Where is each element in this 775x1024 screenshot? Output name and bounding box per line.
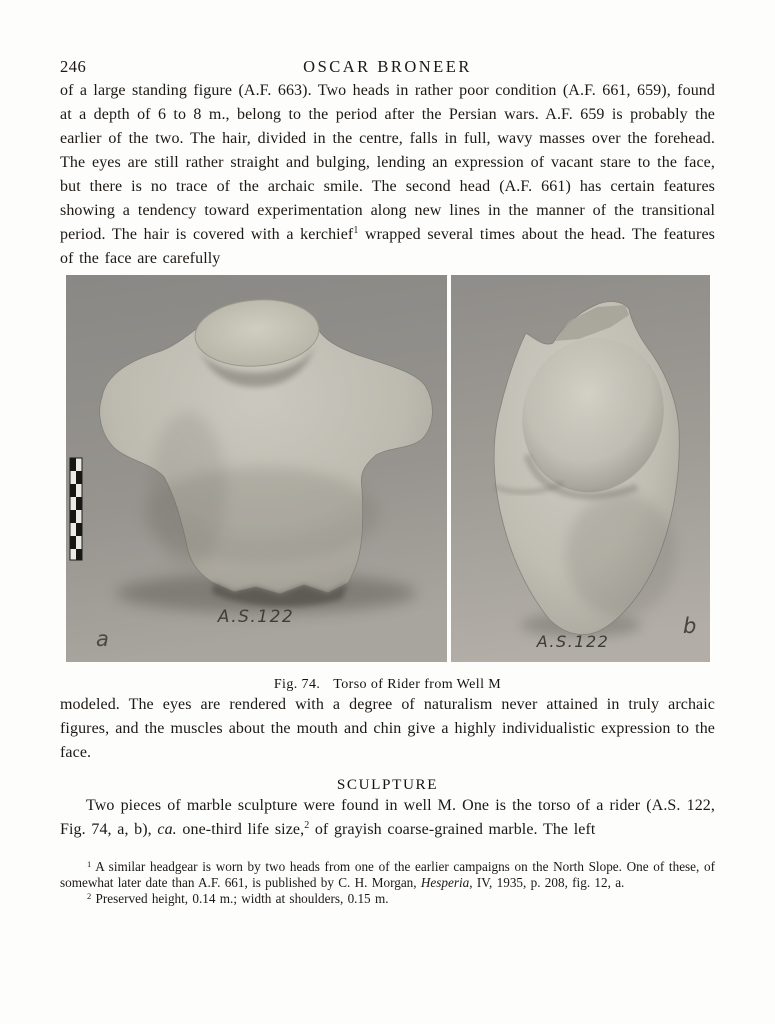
side-shading	[150, 412, 226, 568]
figure-74	[66, 275, 710, 693]
scale-bar	[70, 458, 82, 560]
footnote-2	[60, 891, 715, 907]
footnotes-block	[60, 859, 715, 907]
photo-b-torso-side	[451, 275, 710, 662]
body-paragraph-3	[60, 794, 715, 842]
lower-shading	[566, 493, 676, 617]
footnote-1-marker: 1	[87, 859, 92, 869]
paragraph-text: of a large standing figure (A.F. 663). Two heads in rather poor condition (A.F. 661, 659), found at a depth of 6 to 8 m., belong to the period after the Persian wars. A.F. 659 is probably the earlier of the two. The hair, divided in the centre, falls in full, wavy masses over the forehead. The eyes are still rather straight and bulging, lending an expression of vacant stare to the face, but there is no trace of the archaic smile. The second head (A.F. 661) has certain features showing a tendency toward experimentation along new lines in the manner of the transitional period. The hair is covered with a kerchief	[60, 82, 715, 243]
paragraph-text: wrapped several times about the head. The features of the face are carefully	[60, 226, 715, 267]
footnote-text: A similar headgear is worn by two heads from one of the earlier campaigns on the North Slope. One of these, of somewhat later date than A.F. 661, is published by C. H. Morgan,	[60, 859, 715, 890]
inventory-label-b: A.S.122	[536, 632, 609, 651]
page-header	[60, 57, 715, 79]
running-head: OSCAR BRONEER	[303, 57, 472, 76]
footnote-reference-1: 1	[353, 225, 359, 236]
footnote-2-marker: 2	[87, 891, 92, 901]
figure-caption	[66, 677, 710, 693]
footnote-reference-2: 2	[304, 820, 310, 831]
paragraph-text: Two pieces of marble sculpture were found in well M. One is the torso of a rider (A.S. 122, Fig. 74, a, b),	[60, 797, 715, 838]
footnote-text: Preserved height, 0.14 m.; width at shoulders, 0.15 m.	[91, 891, 389, 906]
photo-letter-a: a	[95, 627, 109, 651]
photo-a-torso-front	[66, 275, 447, 662]
paragraph-text: one-third life size,	[176, 821, 305, 838]
footnote-1	[60, 859, 715, 891]
section-heading: SCULPTURE	[336, 776, 439, 793]
inventory-label-a: A.S.122	[217, 607, 294, 627]
figure-caption-text: Torso of Rider from Well M	[333, 677, 502, 692]
body-paragraph-1	[60, 79, 715, 271]
italic-abbreviation: ca.	[157, 821, 177, 838]
footnote-text: , IV, 1935, p. 208, fig. 12, a.	[469, 875, 625, 890]
journal-title: Hesperia	[420, 875, 470, 890]
body-paragraph-2: modeled. The eyes are rendered with a degree of naturalism never attained in truly archaic figures, and the muscles about the mouth and chin give a highly individualistic expression to the face.	[60, 696, 715, 761]
page-number: 246	[60, 57, 87, 76]
figure-photos	[66, 275, 710, 662]
photo-letter-b: b	[682, 614, 696, 638]
paragraph-text: of grayish coarse-grained marble. The left	[309, 821, 596, 838]
figure-caption-label: Fig. 74.	[273, 677, 321, 692]
